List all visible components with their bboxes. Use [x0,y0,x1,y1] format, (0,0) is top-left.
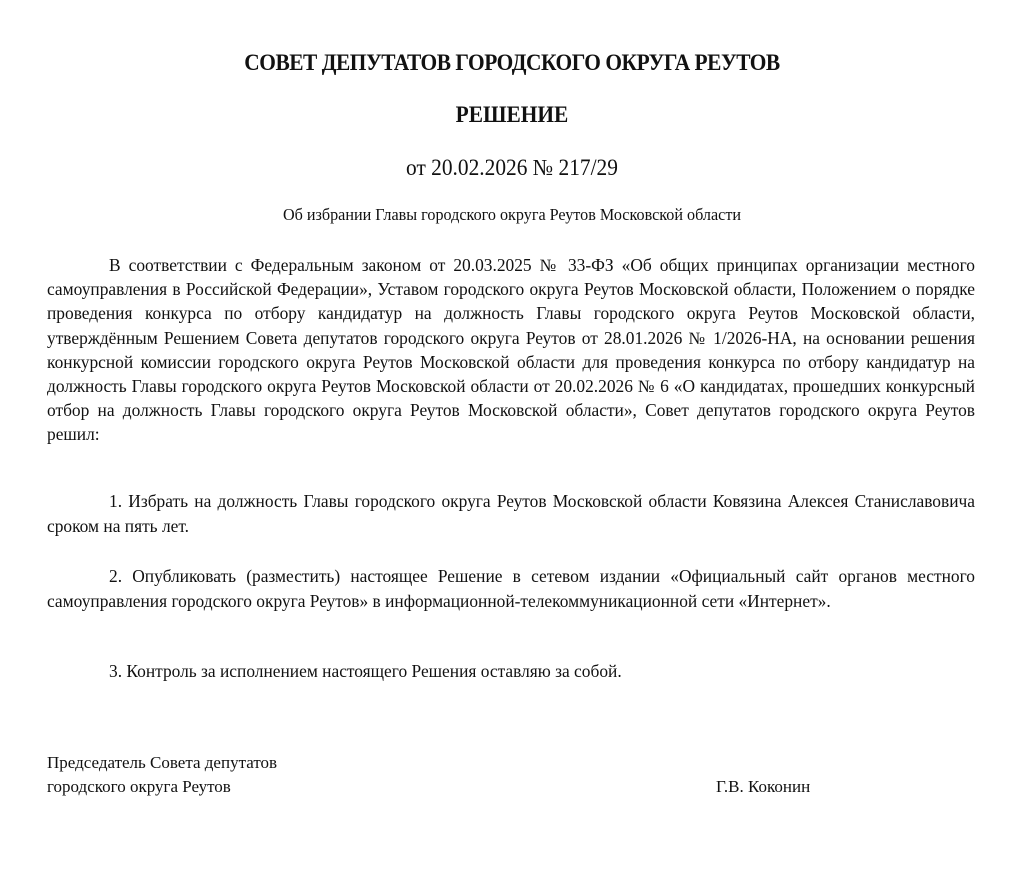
signatory-position-line1: Председатель Совета депутатов [47,753,278,772]
signatory-position-line2: городского округа Реутов [47,777,231,796]
decision-item-2: 2. Опубликовать (разместить) настоящее Решение в сетевом издании «Официальный сайт органов местного самоуправления городского округа Реутов» в информационной-телекоммуникационной сети «Интернет». [47,566,975,611]
organization-title: СОВЕТ ДЕПУТАТОВ ГОРОДСКОГО ОКРУГА РЕУТОВ [244,50,780,75]
decision-item-1: 1. Избрать на должность Главы городского округа Реутов Московской области Ковязина Алексея Станиславовича сроком на пять лет. [47,491,975,536]
preamble-paragraph: В соответствии с Федеральным законом от 20.03.2025 № 33-ФЗ «Об общих принципах организации местного самоуправления в Российской Федерации», Уставом городского округа Реутов Московской области, Положением о порядке проведения конкурса по отбору кандидатур на должность Главы городского округа Реутов Московской области, утверждённым Решением Совета депутатов городского округа Реутов от 28.01.2026 № 1/2026-НА, на основании решения конкурсной комиссии городского округа Реутов Московской области для проведения конкурса по отбору кандидатур на должность Главы городского округа Реутов Московской области от 20.02.2026 № 6 «О кандидатах, прошедших конкурсный отбор на должность Главы городского округа Реутов Московской области», Совет депутатов городского округа Реутов решил: [47,255,975,445]
document-subject: Об избрании Главы городского округа Реутов Московской области [282,205,742,224]
signatory-position [47,751,277,799]
signatory-name: Г.В. Коконин [716,777,811,796]
document-type: РЕШЕНИЕ [455,102,569,127]
document-number: от 20.02.2026 № 217/29 [406,155,618,180]
decision-item-3: 3. Контроль за исполнением настоящего Решения оставляю за собой. [109,661,622,681]
